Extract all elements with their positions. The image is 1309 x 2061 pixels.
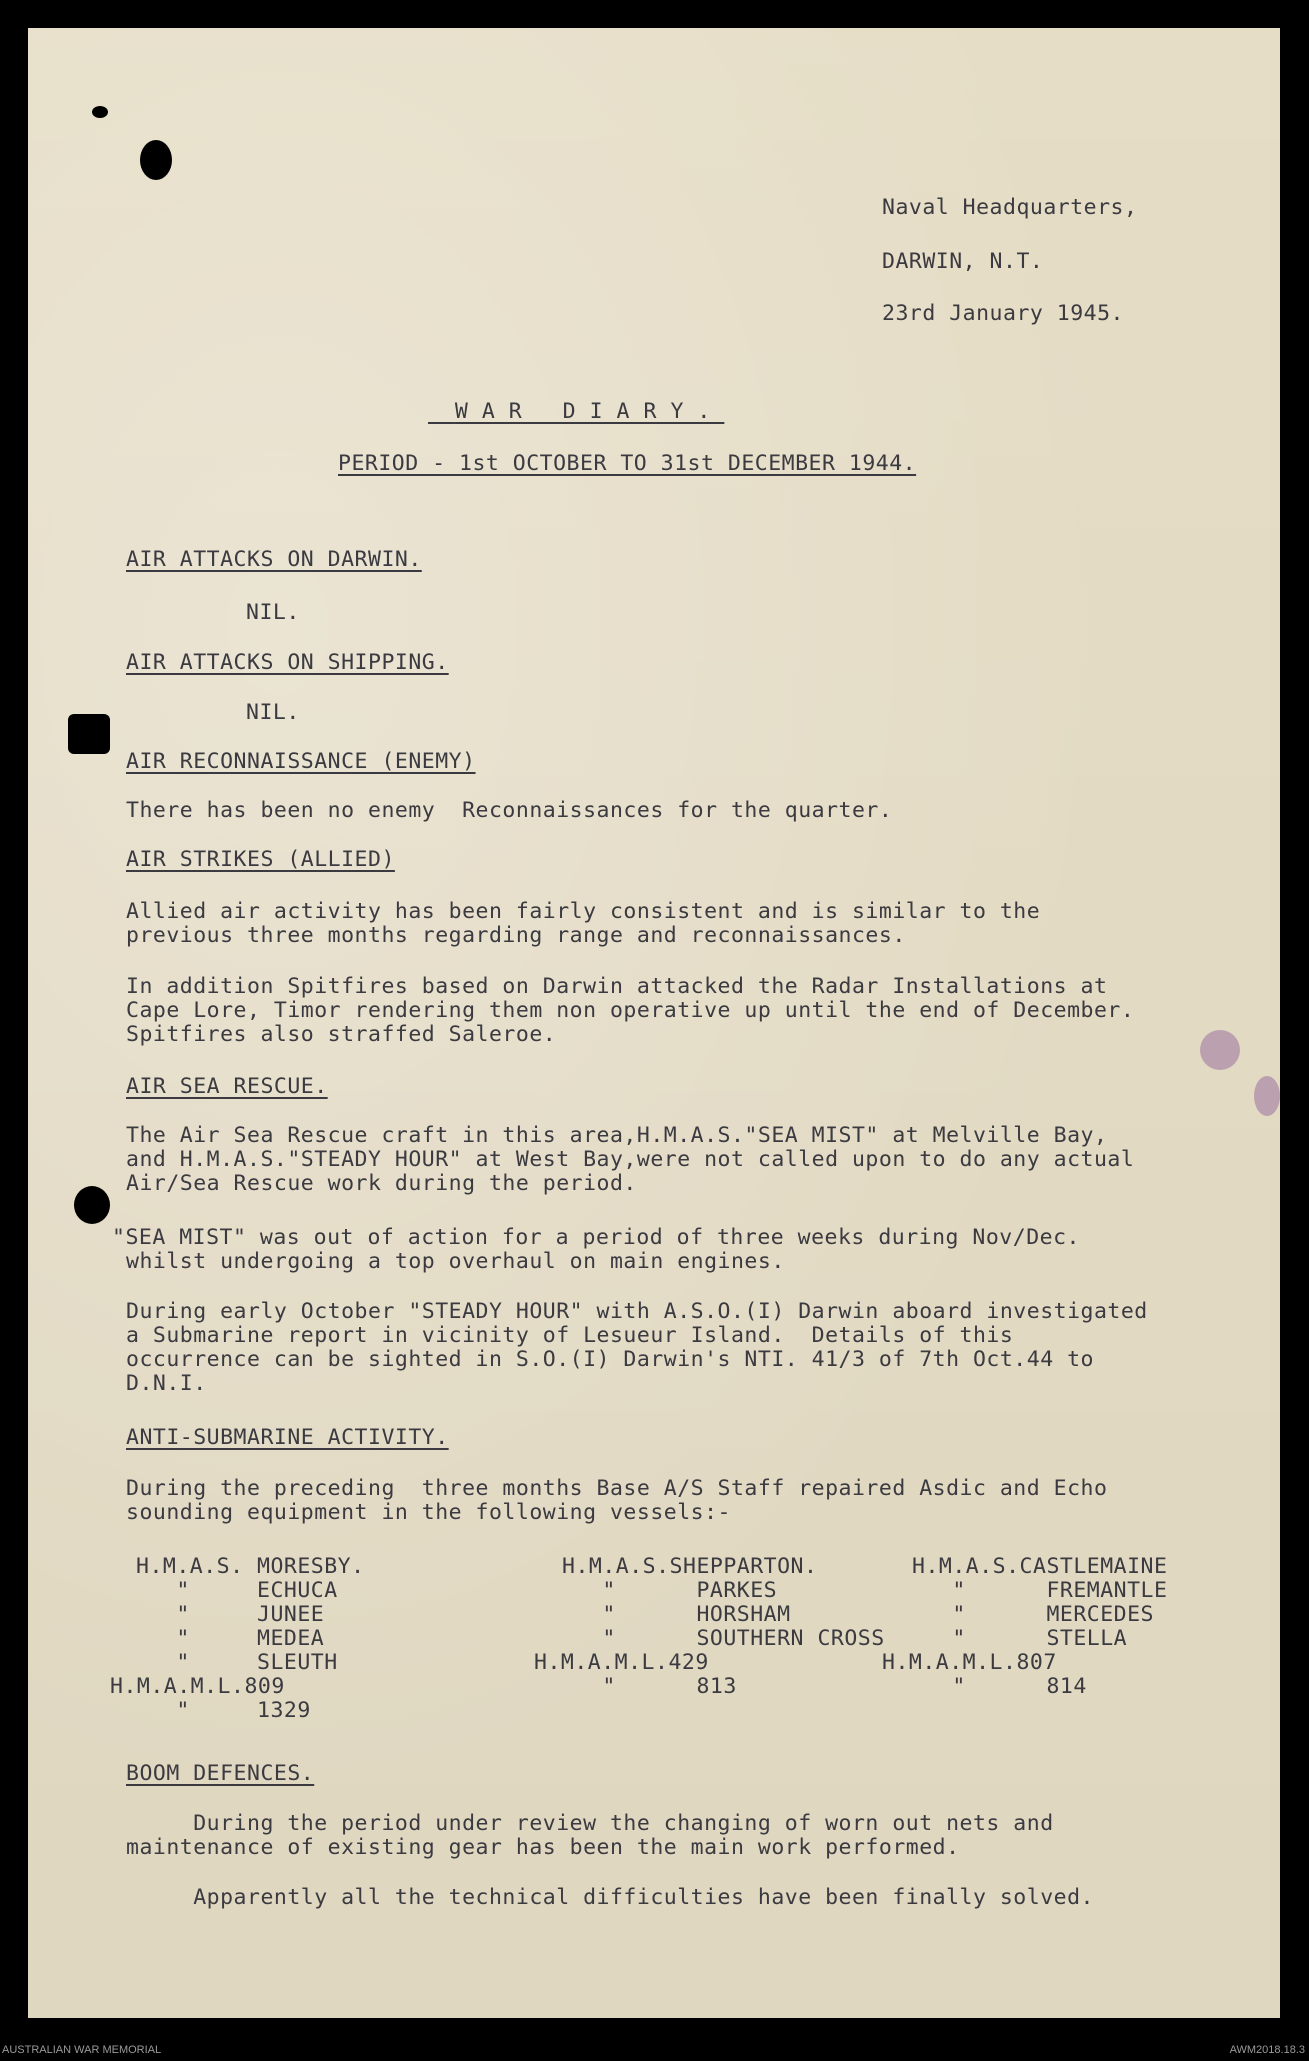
heading-air-sea-rescue: AIR SEA RESCUE. <box>126 1074 328 1099</box>
vessel-entry: " 814 <box>912 1674 1087 1699</box>
document-title <box>428 376 724 424</box>
header-date: 23rd January 1945. <box>882 301 1124 326</box>
vessel-entry: " FREMANTLE <box>912 1578 1168 1603</box>
punch-hole-lower <box>74 1186 110 1224</box>
vessel-entry: " 813 <box>562 1674 737 1699</box>
asr-p3-line3: occurrence can be sighted in S.O.(I) Darwin's NTI. 41/3 of 7th Oct.44 to <box>126 1347 1094 1372</box>
header-office: Naval Headquarters, <box>882 195 1138 220</box>
heading-air-attacks-darwin: AIR ATTACKS ON DARWIN. <box>126 547 422 572</box>
air-strikes-p1-line2: previous three months regarding range and reconnaissances. <box>126 923 906 948</box>
air-attacks-shipping-body: NIL. <box>246 700 300 725</box>
title-text: WAR DIARY. <box>454 399 725 424</box>
vessel-entry: " HORSHAM <box>562 1602 791 1627</box>
vessel-entry: H.M.A.M.L.429 <box>534 1650 709 1675</box>
air-strikes-p2-line3: Spitfires also straffed Saleroe. <box>126 1022 557 1047</box>
punch-hole-top <box>140 140 172 180</box>
boom-p1-line1: During the period under review the changing of worn out nets and <box>126 1811 1054 1836</box>
footer-reference: AWM2018.18.3 <box>1229 2044 1305 2056</box>
heading-air-recon: AIR RECONNAISSANCE (ENEMY) <box>126 749 476 774</box>
asr-p1-line2: and H.M.A.S."STEADY HOUR" at West Bay,were not called upon to do any actual <box>126 1147 1135 1172</box>
asr-p3-line1: During early October "STEADY HOUR" with A.S.O.(I) Darwin aboard investigated <box>126 1299 1148 1324</box>
vessel-entry: H.M.A.M.L.809 <box>110 1674 285 1699</box>
air-strikes-p1-line1: Allied air activity has been fairly consistent and is similar to the <box>126 899 1041 924</box>
vessel-entry: H.M.A.S.SHEPPARTON. <box>562 1554 818 1579</box>
vessel-entry: " SLEUTH <box>136 1650 338 1675</box>
punch-mark-middle <box>68 714 110 754</box>
vessel-entry: " JUNEE <box>136 1602 325 1627</box>
heading-air-attacks-shipping: AIR ATTACKS ON SHIPPING. <box>126 650 449 675</box>
asr-p3-line2: a Submarine report in vicinity of Lesueur Island. Details of this <box>126 1323 1014 1348</box>
vessel-entry: " MERCEDES <box>912 1602 1154 1627</box>
vessel-entry: " ECHUCA <box>136 1578 338 1603</box>
boom-p2-line1: Apparently all the technical difficulties have been finally solved. <box>126 1885 1094 1910</box>
footer-archive-name: AUSTRALIAN WAR MEMORIAL <box>2 2044 162 2056</box>
air-recon-body: There has been no enemy Reconnaissances for the quarter. <box>126 798 893 823</box>
period-line: PERIOD - 1st OCTOBER TO 31st DECEMBER 1944. <box>338 451 917 476</box>
air-attacks-darwin-body: NIL. <box>246 600 300 625</box>
asr-p2-line2: whilst undergoing a top overhaul on main engines. <box>126 1249 785 1274</box>
boom-p1-line2: maintenance of existing gear has been the main work performed. <box>126 1835 960 1860</box>
heading-anti-submarine: ANTI-SUBMARINE ACTIVITY. <box>126 1425 449 1450</box>
air-strikes-p2-line2: Cape Lore, Timor rendering them non operative up until the end of December. <box>126 998 1135 1023</box>
anti-sub-p1-line1: During the preceding three months Base A/S Staff repaired Asdic and Echo <box>126 1476 1108 1501</box>
ink-stamp-mark-edge <box>1254 1076 1280 1116</box>
asr-p2-line1: "SEA MIST" was out of action for a period of three weeks during Nov/Dec. <box>112 1225 1080 1250</box>
ink-blot-top <box>92 106 108 118</box>
ink-stamp-mark <box>1200 1030 1240 1070</box>
asr-p3-line4: D.N.I. <box>126 1371 207 1396</box>
anti-sub-p1-line2: sounding equipment in the following vessels:- <box>126 1500 731 1525</box>
vessel-entry: " MEDEA <box>136 1626 325 1651</box>
heading-air-strikes: AIR STRIKES (ALLIED) <box>126 847 395 872</box>
asr-p1-line3: Air/Sea Rescue work during the period. <box>126 1171 637 1196</box>
header-location: DARWIN, N.T. <box>882 249 1044 274</box>
vessel-entry: " SOUTHERN CROSS <box>562 1626 885 1651</box>
vessel-entry: H.M.A.S.CASTLEMAINE <box>912 1554 1168 1579</box>
vessel-entry: H.M.A.M.L.807 <box>882 1650 1057 1675</box>
vessel-entry: " PARKES <box>562 1578 778 1603</box>
asr-p1-line1: The Air Sea Rescue craft in this area,H.M.A.S."SEA MIST" at Melville Bay, <box>126 1123 1108 1148</box>
vessel-entry: " STELLA <box>912 1626 1128 1651</box>
heading-boom-defences: BOOM DEFENCES. <box>126 1761 315 1786</box>
vessel-entry: H.M.A.S. MORESBY. <box>136 1554 365 1579</box>
vessel-entry: " 1329 <box>136 1698 311 1723</box>
air-strikes-p2-line1: In addition Spitfires based on Darwin attacked the Radar Installations at <box>126 974 1108 999</box>
